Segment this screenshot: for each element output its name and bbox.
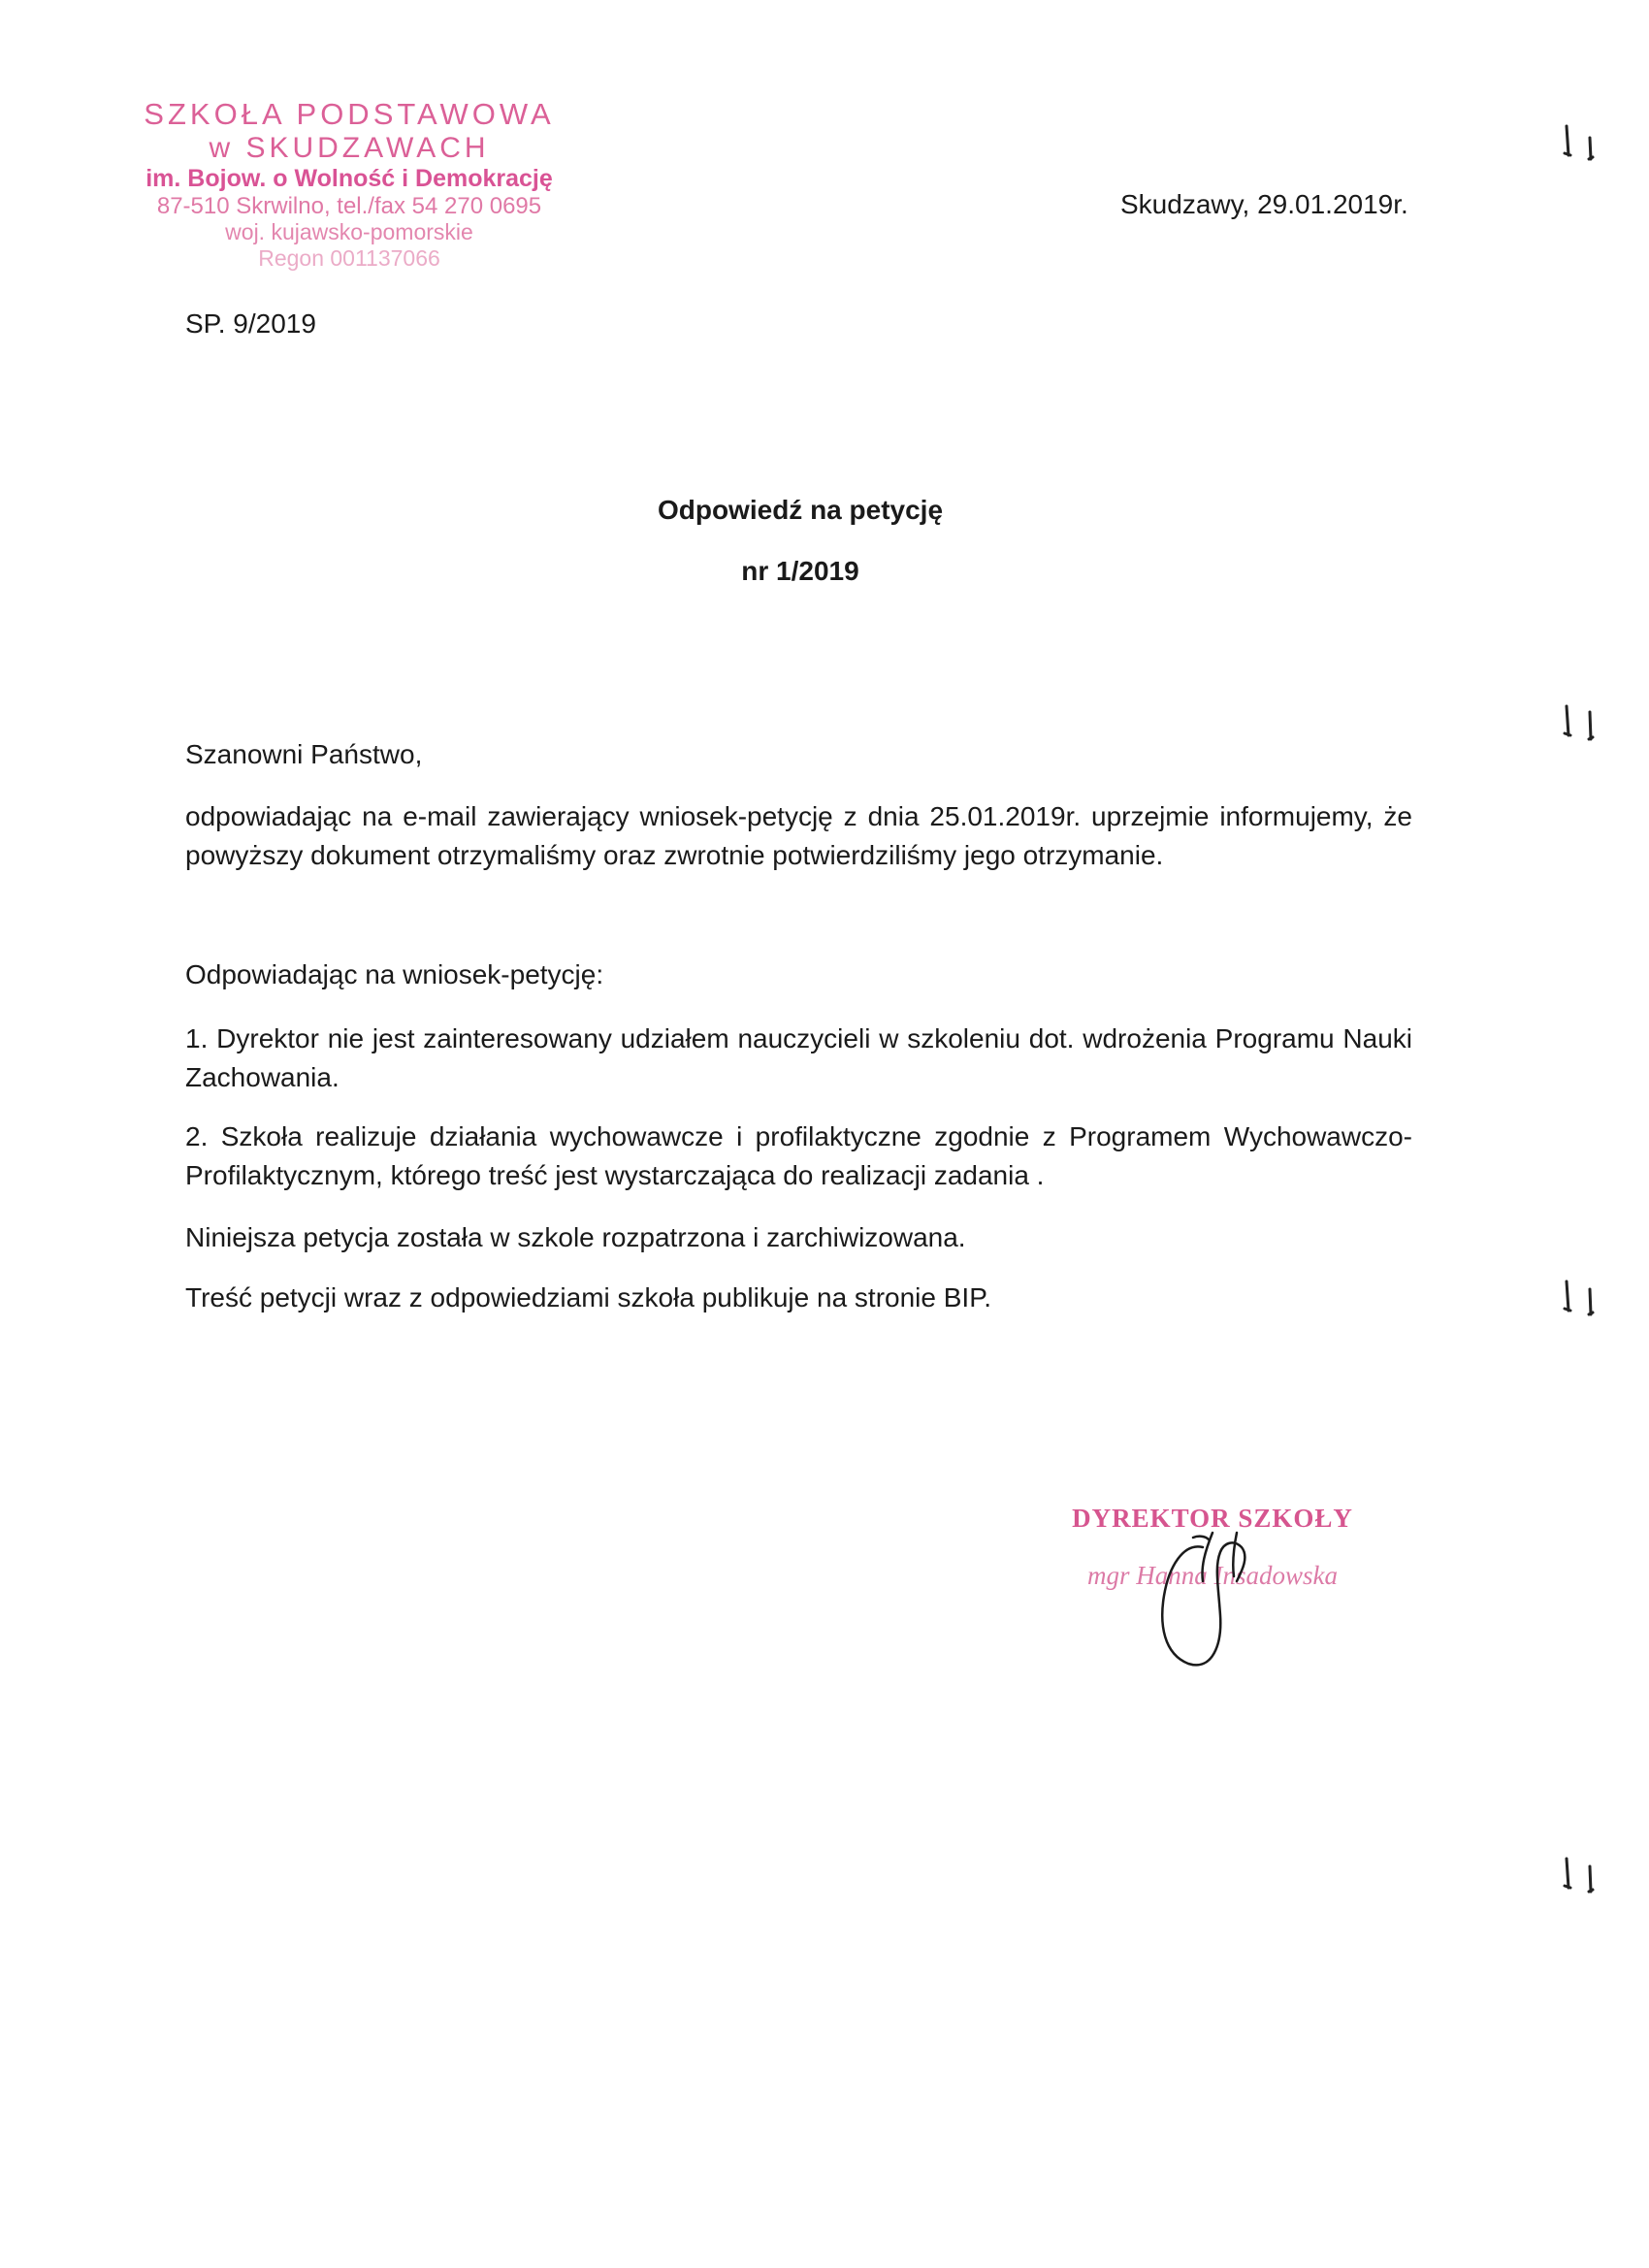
letter-date: Skudzawy, 29.01.2019r. <box>1120 189 1408 219</box>
response-point-2: 2. Szkoła realizuje działania wychowawcze i profilaktyczne zgodnie z Programem Wychowawczo-Profilaktycznym, którego treść jest wystarczająca do realizacji zadania . <box>185 1121 1412 1190</box>
binding-mark-icon <box>1557 1851 1605 1899</box>
greeting: Szanowni Państwo, <box>185 739 423 769</box>
stamp-regon: Regon 001137066 <box>258 244 440 271</box>
binding-mark-icon <box>1557 118 1605 167</box>
stamp-location: w SKUDZAWACH <box>209 131 490 164</box>
stamp-school-name: SZKOŁA PODSTAWOWA <box>144 97 555 131</box>
paragraph-archived: Niniejsza petycja została w szkole rozpatrzona i zarchiwizowana. <box>185 1222 966 1252</box>
letter-title: Odpowiedź na petycję <box>657 495 944 525</box>
director-name: mgr Hanna Insadowska <box>1086 1561 1338 1590</box>
stamp-patron: im. Bojow. o Wolność i Demokrację <box>146 165 553 193</box>
paragraph-publication: Treść petycji wraz z odpowiedziami szkoła publikuje na stronie BIP. <box>185 1282 992 1312</box>
stamp-address: 87-510 Skrwilno, tel./fax 54 270 0695 <box>156 192 542 219</box>
response-point-1: 1. Dyrektor nie jest zainteresowany udziałem nauczycieli w szkoleniu dot. wdrożenia Programu Nauki Zachowania. <box>185 1023 1412 1092</box>
handwritten-signature <box>1145 1528 1280 1673</box>
school-stamp <box>136 97 563 271</box>
binding-mark-icon <box>1557 1274 1605 1322</box>
binding-mark-icon <box>1557 698 1605 747</box>
letter-title-number: nr 1/2019 <box>741 556 859 586</box>
stamp-voivodeship: woj. kujawsko-pomorskie <box>225 219 473 245</box>
reference-number: SP. 9/2019 <box>185 308 316 339</box>
response-intro: Odpowiadając na wniosek-petycję: <box>185 959 604 989</box>
director-title: DYREKTOR SZKOŁY <box>1072 1504 1353 1533</box>
paragraph-acknowledgement: odpowiadając na e-mail zawierający wniosek-petycję z dnia 25.01.2019r. uprzejmie informujemy, że powyższy dokument otrzymaliśmy oraz zwrotnie potwierdziliśmy jego otrzymanie. <box>185 801 1412 870</box>
